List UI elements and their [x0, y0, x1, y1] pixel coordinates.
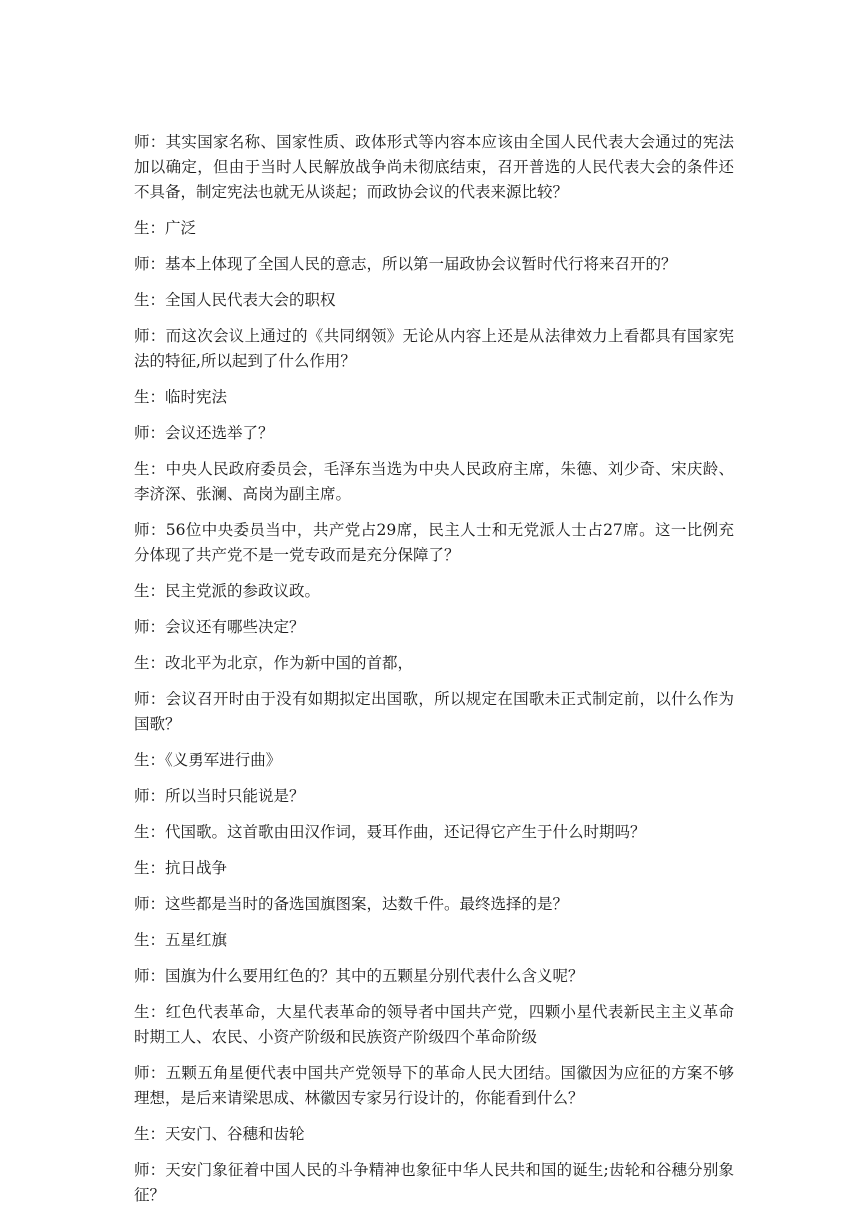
paragraph: 师：会议还有哪些决定？ [134, 618, 305, 636]
paragraph: 师：而这次会议上通过的《共同纲领》无论从内容上还是从法律效力上看都具有国家宪法的特征,所以起到了什么作用？ [134, 327, 734, 370]
paragraph: 师：所以当时只能说是？ [134, 787, 305, 805]
paragraph: 师：会议召开时由于没有如期拟定出国歌，所以规定在国歌未正式制定前，以什么作为国歌？ [134, 690, 734, 733]
paragraph: 生：中央人民政府委员会，毛泽东当选为中央人民政府主席，朱德、刘少奇、宋庆龄、李济深、张澜、高岗为副主席。 [134, 460, 734, 503]
paragraph: 生：抗日战争 [134, 859, 228, 877]
paragraph: 生：红色代表革命，大星代表革命的领导者中国共产党，四颗小星代表新民主主义革命时期工人、农民、小资产阶级和民族资产阶级四个革命阶级 [134, 1003, 734, 1046]
paragraph: 生：天安门、谷穗和齿轮 [134, 1125, 305, 1143]
paragraph: 生：五星红旗 [134, 931, 228, 949]
paragraph: 师：天安门象征着中国人民的斗争精神也象征中华人民共和国的诞生;齿轮和谷穗分别象征？ [134, 1161, 734, 1204]
paragraph: 生：代国歌。这首歌由田汉作词，聂耳作曲，还记得它产生于什么时期吗？ [134, 823, 646, 841]
paragraph: 师：其实国家名称、国家性质、政体形式等内容本应该由全国人民代表大会通过的宪法加以确定，但由于当时人民解放战争尚未彻底结束，召开普选的人民代表大会的条件还不具备，制定宪法也就无从谈起；而政协会议的代表来源比较？ [134, 133, 734, 201]
paragraph: 师：基本上体现了全国人民的意志，所以第一届政协会议暂时代行将来召开的？ [134, 255, 677, 273]
paragraph: 生：改北平为北京，作为新中国的首都， [134, 654, 414, 672]
paragraph: 生：临时宪法 [134, 388, 228, 406]
paragraph: 师：会议还选举了？ [134, 424, 274, 442]
paragraph: 师：56位中央委员当中，共产党占29席，民主人士和无党派人士占27席。这一比例充分体现了共产党不是一党专政而是充分保障了？ [134, 521, 734, 564]
paragraph: 师：这些都是当时的备选国旗图案，达数千件。最终选择的是？ [134, 895, 569, 913]
document-body [134, 130, 734, 1219]
paragraph: 生：《义勇军进行曲》 [134, 751, 282, 769]
paragraph: 师：国旗为什么要用红色的？其中的五颗星分别代表什么含义呢？ [134, 967, 584, 985]
paragraph: 生：全国人民代表大会的职权 [134, 291, 336, 309]
paragraph: 生：广泛 [134, 219, 197, 237]
paragraph: 生：民主党派的参政议政。 [134, 582, 321, 600]
paragraph: 师：五颗五角星便代表中国共产党领导下的革命人民大团结。国徽因为应征的方案不够理想，是后来请梁思成、林徽因专家另行设计的，你能看到什么？ [134, 1064, 734, 1107]
